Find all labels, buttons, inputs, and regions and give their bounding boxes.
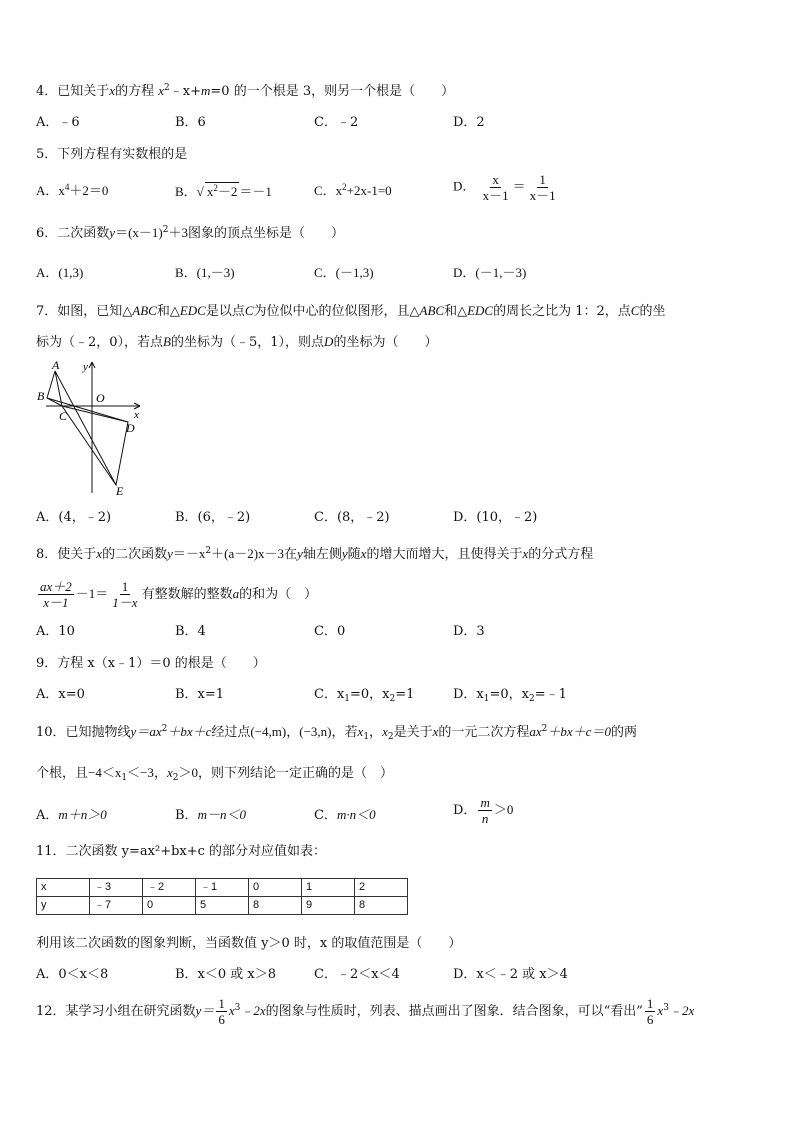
q5-option-d[interactable]: D． $\frac{x}{x-1}$ ＝ $\frac{1}{x-1}$ — [453, 172, 556, 203]
question-5-stem: 5．下列方程有实数根的是 — [36, 147, 188, 162]
q11-option-a[interactable]: A．0＜x＜8 — [36, 967, 109, 982]
q8-option-b[interactable]: B．4 — [175, 624, 206, 639]
q6-option-a[interactable]: A．(1,3) — [36, 265, 84, 280]
q10-option-c[interactable]: C．m·n＜0 — [314, 807, 376, 823]
triangle-abc — [47, 371, 62, 406]
table-cell: 0 — [143, 897, 196, 915]
q9-option-a[interactable]: A．x=0 — [36, 687, 85, 702]
question-6-stem: 6．二次函数$y=(x-1)^2+3$图象的顶点坐标是（ ） — [36, 225, 344, 241]
q7-option-b[interactable]: B．(6，﹣2) — [175, 510, 251, 525]
question-7-line-2: 标为（﹣2，0），若点B的坐标为（﹣5，1），则点D的坐标为（ ） — [36, 334, 438, 350]
q9-option-d[interactable]: D．$x_1=0$，$x_2=﹣1$ — [453, 687, 567, 704]
table-cell: 1 — [302, 879, 355, 897]
line-ae — [55, 371, 116, 485]
question-10-line-1: 10．已知抛物线$y=ax^2+bx+c$经过点(−4,m)，(−3,n)，若$x_1$，$x_2$是关于x的一元二次方程$ax^2+bx+c=0$的两 — [36, 724, 637, 742]
question-11-prompt: 利用该二次函数的图象判断，当函数值 y＞0 时，x 的取值范围是（ ） — [36, 936, 462, 951]
q7-option-c[interactable]: C．(8，﹣2) — [314, 510, 390, 525]
q11-option-c[interactable]: C．﹣2＜x＜4 — [314, 967, 400, 982]
fraction: $\frac{ax+2}{x-1}$ — [40, 579, 72, 610]
radicand: $x^2-2$ — [206, 183, 238, 199]
table-cell: 8 — [249, 897, 302, 915]
q6-option-c[interactable]: C．(－1,3) — [314, 265, 374, 280]
q5-option-c[interactable]: C．$x^2+2x-1=0$ — [314, 182, 392, 198]
q10-option-b[interactable]: B．m－n＜0 — [175, 807, 246, 823]
q10-option-d[interactable]: D． $\frac{m}{n}$ ＞0 — [453, 795, 514, 826]
value-table — [36, 878, 408, 915]
label-d: D — [126, 421, 135, 435]
fraction: $\frac{1}{1-x}$ — [112, 579, 138, 610]
q6-option-d[interactable]: D．(－1,－3) — [453, 265, 527, 280]
label-c: C — [59, 409, 68, 423]
q9-option-b[interactable]: B．x=1 — [175, 687, 225, 702]
q7-option-d[interactable]: D．(10，﹣2) — [453, 510, 538, 525]
table-cell: ﹣3 — [90, 879, 143, 897]
q8-option-c[interactable]: C．0 — [314, 624, 346, 639]
label-y: y — [83, 361, 88, 373]
label-e: E — [116, 484, 124, 498]
question-10-line-2: 个根，且$-4<x_1<-3$，$x_2>0$，则下列结论一定正确的是（ ） — [36, 765, 393, 783]
question-4-stem: 4．已知关于x的方程 $x^2﹣x+m=0$ 的一个根是 3，则另一个根是（ ） — [36, 83, 455, 99]
q9-option-c[interactable]: C．$x_1=0$，$x_2=1$ — [314, 687, 415, 704]
table-cell: 0 — [249, 879, 302, 897]
table-cell: ﹣7 — [90, 897, 143, 915]
question-12-stem: 12．某学习小组在研究函数y＝ $\frac{1}{6}$ $x^3﹣2x$的图象与性质时，列表、描点画出了图象．结合图象，可以“看出” $\frac{1}{6}$ $x^3﹣2x$ — [36, 996, 695, 1027]
question-9-stem: 9．方程 x（x﹣1）＝0 的根是（ ） — [36, 656, 266, 671]
similar-triangles-figure — [34, 358, 154, 500]
table-row — [37, 897, 408, 915]
label-o: O — [96, 391, 105, 405]
question-8-line-1: 8．使关于x的二次函数$y=-x^2+(a-2)x-3$在y轴左侧y随x的增大而增大，且使得关于x的分式方程 — [36, 546, 594, 562]
table-cell: 8 — [355, 897, 408, 915]
table-cell: ﹣1 — [196, 879, 249, 897]
q5-option-b[interactable]: B．√ $x^2-2 =-1$ — [175, 183, 272, 199]
question-8-line-2: $\frac{ax+2}{x-1}$ －1＝ $\frac{1}{1-x}$ 有整数解的整数a的和为（ ） — [40, 579, 318, 610]
table-cell: 9 — [302, 897, 355, 915]
q4-option-b[interactable]: B．6 — [175, 115, 206, 130]
fraction: $\frac{1}{x-1}$ — [529, 172, 556, 203]
table-cell: ﹣2 — [143, 879, 196, 897]
fraction: $\frac{m}{n}$ — [480, 795, 490, 826]
label-b: B — [37, 389, 45, 403]
q5-option-a[interactable]: A．$x^4+2=0$ — [36, 182, 109, 198]
q11-option-b[interactable]: B．x＜0 或 x＞8 — [175, 967, 277, 982]
fraction: $\frac{1}{6}$ — [646, 996, 654, 1027]
label-a: A — [52, 358, 60, 372]
table-cell: y — [37, 897, 90, 915]
label-x: x — [134, 409, 139, 421]
q4-option-c[interactable]: C．﹣2 — [314, 115, 359, 130]
q10-option-a[interactable]: A．m＋n＞0 — [36, 807, 107, 823]
fraction: $\frac{x}{x-1}$ — [482, 172, 509, 203]
q7-option-a[interactable]: A．(4，﹣2) — [36, 510, 112, 525]
sqrt-symbol: √ — [196, 184, 204, 199]
table-row — [37, 879, 408, 897]
q4-option-d[interactable]: D．2 — [453, 115, 485, 130]
table-cell: 5 — [196, 897, 249, 915]
fraction: $\frac{1}{6}$ — [218, 996, 225, 1027]
q4-option-a[interactable]: A．﹣6 — [36, 115, 80, 130]
q6-option-b[interactable]: B．(1,－3) — [175, 265, 235, 280]
q8-option-d[interactable]: D．3 — [453, 624, 485, 639]
q8-option-a[interactable]: A．10 — [36, 624, 75, 639]
question-7-line-1: 7．如图，已知△ABC和△EDC是以点C为位似中心的位似图形，且△ABC和△EDC的周长之比为 1：2，点C的坐 — [36, 303, 666, 319]
q11-option-d[interactable]: D．x＜﹣2 或 x＞4 — [453, 967, 568, 982]
question-11-stem: 11．二次函数 y=ax²+bx+c 的部分对应值如表： — [36, 844, 327, 859]
table-cell: x — [37, 879, 90, 897]
table-cell: 2 — [355, 879, 408, 897]
